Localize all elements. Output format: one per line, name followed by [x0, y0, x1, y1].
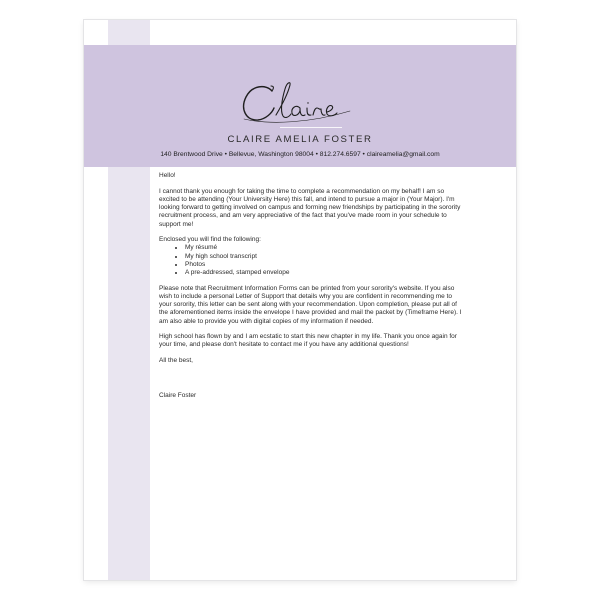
signoff-name: Claire Foster [159, 392, 197, 400]
list-item: • Photos [185, 261, 465, 269]
paragraph-thanks: High school has flown by and I am ecstatic to start this new chapter in my life. Thank you once again for your time, and please don't hesitate to contact me if you have any additional questions! [159, 333, 457, 349]
list-item: • My high school transcript [185, 253, 465, 261]
letterhead-contact: 140 Brentwood Drive • Bellevue, Washington 98004 • 812.274.6597 • claireamelia@gmail.com [160, 151, 440, 158]
paragraph-intro: I cannot thank you enough for taking the time to complete a recommendation on my behalf! I am so excited to be attending (Your University Here) this fall, and intend to pursue a major in (Your Major). I'm looking forward to getting involved on campus and forming new friendships by participating in the sorority recruitment process, and am very appreciative of the fact that you've made room in your schedule to support me! [159, 187, 461, 228]
list-item: • My résumé [185, 244, 465, 252]
enclosed-list [159, 244, 465, 277]
signature-logo [84, 75, 516, 135]
letterhead-name: CLAIRE AMELIA FOSTER [227, 134, 373, 145]
greeting: Hello! [159, 172, 176, 179]
paragraph-instructions: Please note that Recruitment Information Forms can be printed from your sorority's website. If you also wish to include a personal Letter of Support that details why you are confident in recommending me to your sorority, this letter can be sent along with your recommendation. Upon completion, please put all of the aforementioned items inside the envelope I have provided and mail the packet by (Timeframe Here). I am also able to provide you with digital copies of my information if needed. [159, 284, 462, 325]
closing: All the best, [159, 357, 193, 365]
signature-divider [280, 127, 342, 128]
letterhead-band [84, 45, 516, 167]
letter-body [159, 172, 465, 408]
enclosed-intro: Enclosed you will find the following: [159, 236, 261, 244]
list-item: • A pre-addressed, stamped envelope [185, 269, 465, 277]
signature-script-image [230, 75, 370, 135]
letter-page [84, 20, 516, 580]
